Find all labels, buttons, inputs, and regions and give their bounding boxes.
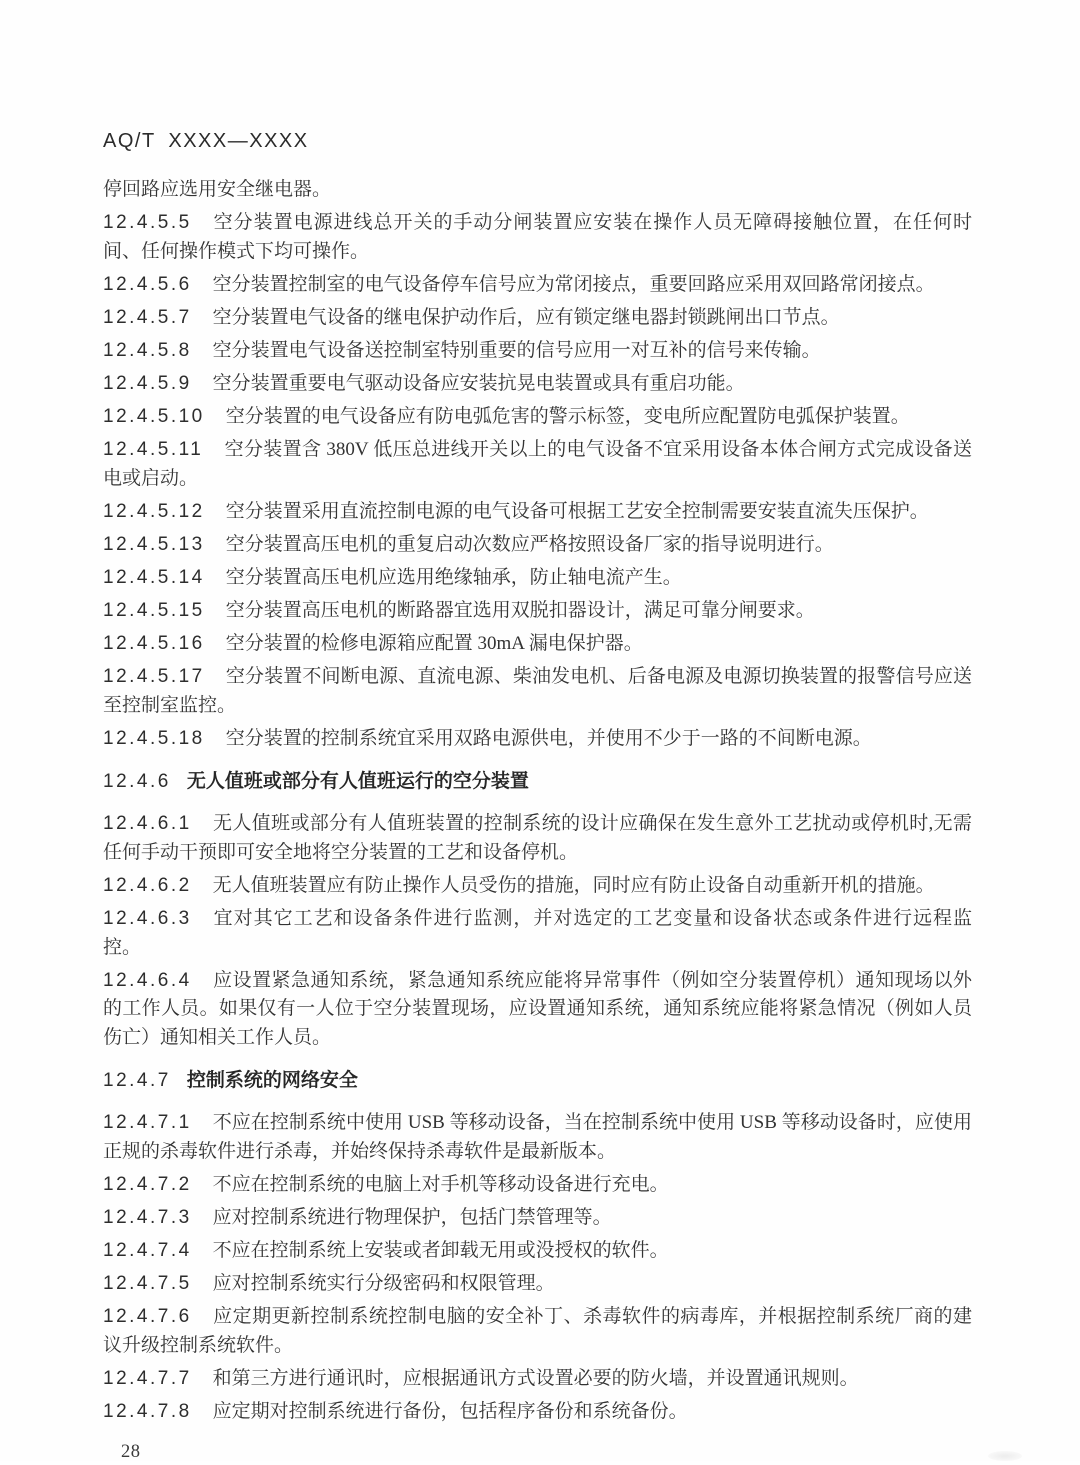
clause-number: 12.4.6.2 xyxy=(103,874,192,896)
clause-text: 应对控制系统进行物理保护，包括门禁管理等。 xyxy=(212,1206,612,1228)
clause-12-4-6-1 xyxy=(103,810,972,867)
heading-title: 无人值班或部分有人值班运行的空分装置 xyxy=(186,770,529,792)
clause-text: 不应在控制系统中使用 USB 等移动设备，当在控制系统中使用 USB 等移动设备时，应使用正规的杀毒软件进行杀毒，并始终保持杀毒软件是最新版本。 xyxy=(103,1112,972,1162)
clause-text: 应对控制系统实行分级密码和权限管理。 xyxy=(212,1273,555,1295)
clause-12-4-5-9 xyxy=(103,370,972,399)
clause-number: 12.4.7.3 xyxy=(103,1206,192,1228)
clause-12-4-7-4 xyxy=(103,1237,972,1266)
clause-number: 12.4.5.15 xyxy=(103,600,205,622)
clause-12-4-7-3 xyxy=(103,1204,972,1233)
clause-12-4-7-7 xyxy=(103,1365,972,1394)
clause-text: 空分装置电气设备送控制室特别重要的信号应用一对互补的信号来传输。 xyxy=(212,339,821,361)
clause-number: 12.4.7.8 xyxy=(103,1400,192,1422)
clause-12-4-5-15 xyxy=(103,597,972,626)
clause-text: 和第三方进行通讯时，应根据通讯方式设置必要的防火墙，并设置通讯规则。 xyxy=(212,1367,859,1389)
clause-number: 12.4.5.8 xyxy=(103,339,192,361)
clause-number: 12.4.5.5 xyxy=(103,212,192,234)
clause-text: 空分装置的电气设备应有防电弧危害的警示标签，变电所应配置防电弧保护装置。 xyxy=(225,406,910,428)
clause-number: 12.4.5.9 xyxy=(103,373,192,395)
clause-text: 空分装置电源进线总开关的手动分闸装置应安装在操作人员无障碍接触位置，在任何时间、任何操作模式下均可操作。 xyxy=(103,212,972,262)
heading-title: 控制系统的网络安全 xyxy=(186,1069,358,1091)
page-number: 28 xyxy=(121,1441,141,1462)
clause-number: 12.4.5.16 xyxy=(103,633,205,655)
clause-number: 12.4.6.4 xyxy=(103,969,192,991)
section-heading-12-4-7 xyxy=(103,1067,972,1096)
scan-smudge-artifact xyxy=(988,1451,1022,1461)
clause-number: 12.4.5.10 xyxy=(103,406,205,428)
clause-12-4-5-18 xyxy=(103,725,972,754)
clause-number: 12.4.6.3 xyxy=(103,908,192,930)
clause-text: 停回路应选用安全继电器。 xyxy=(103,179,332,200)
heading-number: 12.4.7 xyxy=(103,1069,171,1091)
document-header: AQ/T XXXX—XXXX xyxy=(103,130,309,152)
clause-12-4-5-16 xyxy=(103,630,972,659)
clause-12-4-5-5 xyxy=(103,209,972,266)
clause-text: 空分装置含 380V 低压总进线开关以上的电气设备不宜采用设备本体合闸方式完成设备送电或启动。 xyxy=(103,439,972,489)
clause-12-4-5-6 xyxy=(103,271,972,300)
clause-12-4-5-10 xyxy=(103,403,972,432)
clause-number: 12.4.6.1 xyxy=(103,813,192,835)
clause-12-4-5-17 xyxy=(103,663,972,720)
clause-text: 空分装置不间断电源、直流电源、柴油发电机、后备电源及电源切换装置的报警信号应送至控制室监控。 xyxy=(103,666,972,716)
clause-text: 宜对其它工艺和设备条件进行监测，并对选定的工艺变量和设备状态或条件进行远程监控。 xyxy=(103,908,972,958)
clause-number: 12.4.5.13 xyxy=(103,534,205,556)
clause-text: 空分装置控制室的电气设备停车信号应为常闭接点，重要回路应采用双回路常闭接点。 xyxy=(212,273,935,295)
clause-text: 无人值班或部分有人值班装置的控制系统的设计应确保在发生意外工艺扰动或停机时,无需任何手动干预即可安全地将空分装置的工艺和设备停机。 xyxy=(103,813,972,863)
clause-number: 12.4.5.11 xyxy=(103,439,204,461)
clause-text: 无人值班装置应有防止操作人员受伤的措施，同时应有防止设备自动重新开机的措施。 xyxy=(212,874,935,896)
clause-text: 空分装置的检修电源箱应配置 30mA 漏电保护器。 xyxy=(225,633,643,655)
clause-12-4-6-4 xyxy=(103,967,972,1053)
clause-number: 12.4.7.4 xyxy=(103,1240,192,1261)
clause-12-4-7-1 xyxy=(103,1109,972,1166)
clause-12-4-5-11 xyxy=(103,436,972,493)
clause-12-4-7-6 xyxy=(103,1303,972,1360)
clause-12-4-6-2 xyxy=(103,872,972,901)
clause-text: 不应在控制系统上安装或者卸载无用或没授权的软件。 xyxy=(212,1240,669,1261)
clause-12-4-7-5 xyxy=(103,1270,972,1299)
clause-12-4-5-13 xyxy=(103,531,972,560)
clause-number: 12.4.5.17 xyxy=(103,666,205,688)
clause-text: 空分装置电气设备的继电保护动作后，应有锁定继电器封锁跳闸出口节点。 xyxy=(212,306,840,328)
clause-12-4-5-8 xyxy=(103,337,972,366)
clause-12-4-7-8 xyxy=(103,1398,972,1427)
clause-number: 12.4.5.18 xyxy=(103,728,205,750)
clause-number: 12.4.5.6 xyxy=(103,273,192,295)
clause-text: 空分装置的控制系统宜采用双路电源供电，并使用不少于一路的不间断电源。 xyxy=(225,728,872,750)
clause-text: 空分装置重要电气驱动设备应安装抗晃电装置或具有重启功能。 xyxy=(212,373,745,395)
clause-12-4-5-12 xyxy=(103,498,972,527)
clause-text: 空分装置高压电机的断路器宜选用双脱扣器设计，满足可靠分闸要求。 xyxy=(225,600,815,622)
clause-number: 12.4.5.14 xyxy=(103,567,205,589)
clause-number: 12.4.7.2 xyxy=(103,1173,192,1195)
clause-number: 12.4.5.12 xyxy=(103,500,205,522)
clause-text: 应定期对控制系统进行备份，包括程序备份和系统备份。 xyxy=(212,1400,688,1422)
clause-text: 不应在控制系统的电脑上对手机等移动设备进行充电。 xyxy=(212,1173,669,1195)
clause-number: 12.4.7.1 xyxy=(103,1112,192,1134)
clause-12-4-7-2 xyxy=(103,1171,972,1200)
section-heading-12-4-6 xyxy=(103,768,972,797)
clause-number: 12.4.7.6 xyxy=(103,1306,192,1328)
clause-12-4-5-7 xyxy=(103,304,972,333)
clause-text: 应设置紧急通知系统，紧急通知系统应能将异常事件（例如空分装置停机）通知现场以外的工作人员。如果仅有一人位于空分装置现场，应设置通知系统，通知系统应能将紧急情况（例如人员伤亡）通知相关工作人员。 xyxy=(103,969,972,1048)
clause-text: 空分装置高压电机应选用绝缘轴承，防止轴电流产生。 xyxy=(225,567,682,589)
clause-text: 空分装置采用直流控制电源的电气设备可根据工艺安全控制需要安装直流失压保护。 xyxy=(225,500,929,522)
continuation-paragraph xyxy=(103,176,972,205)
clause-list xyxy=(103,176,972,1427)
clause-text: 空分装置高压电机的重复启动次数应严格按照设备厂家的指导说明进行。 xyxy=(225,534,834,556)
clause-12-4-5-14 xyxy=(103,564,972,593)
clause-number: 12.4.7.7 xyxy=(103,1367,192,1389)
clause-12-4-6-3 xyxy=(103,905,972,962)
clause-number: 12.4.5.7 xyxy=(103,306,192,328)
clause-text: 应定期更新控制系统控制电脑的安全补丁、杀毒软件的病毒库，并根据控制系统厂商的建议升级控制系统软件。 xyxy=(103,1306,972,1356)
heading-number: 12.4.6 xyxy=(103,770,171,792)
clause-number: 12.4.7.5 xyxy=(103,1273,192,1295)
